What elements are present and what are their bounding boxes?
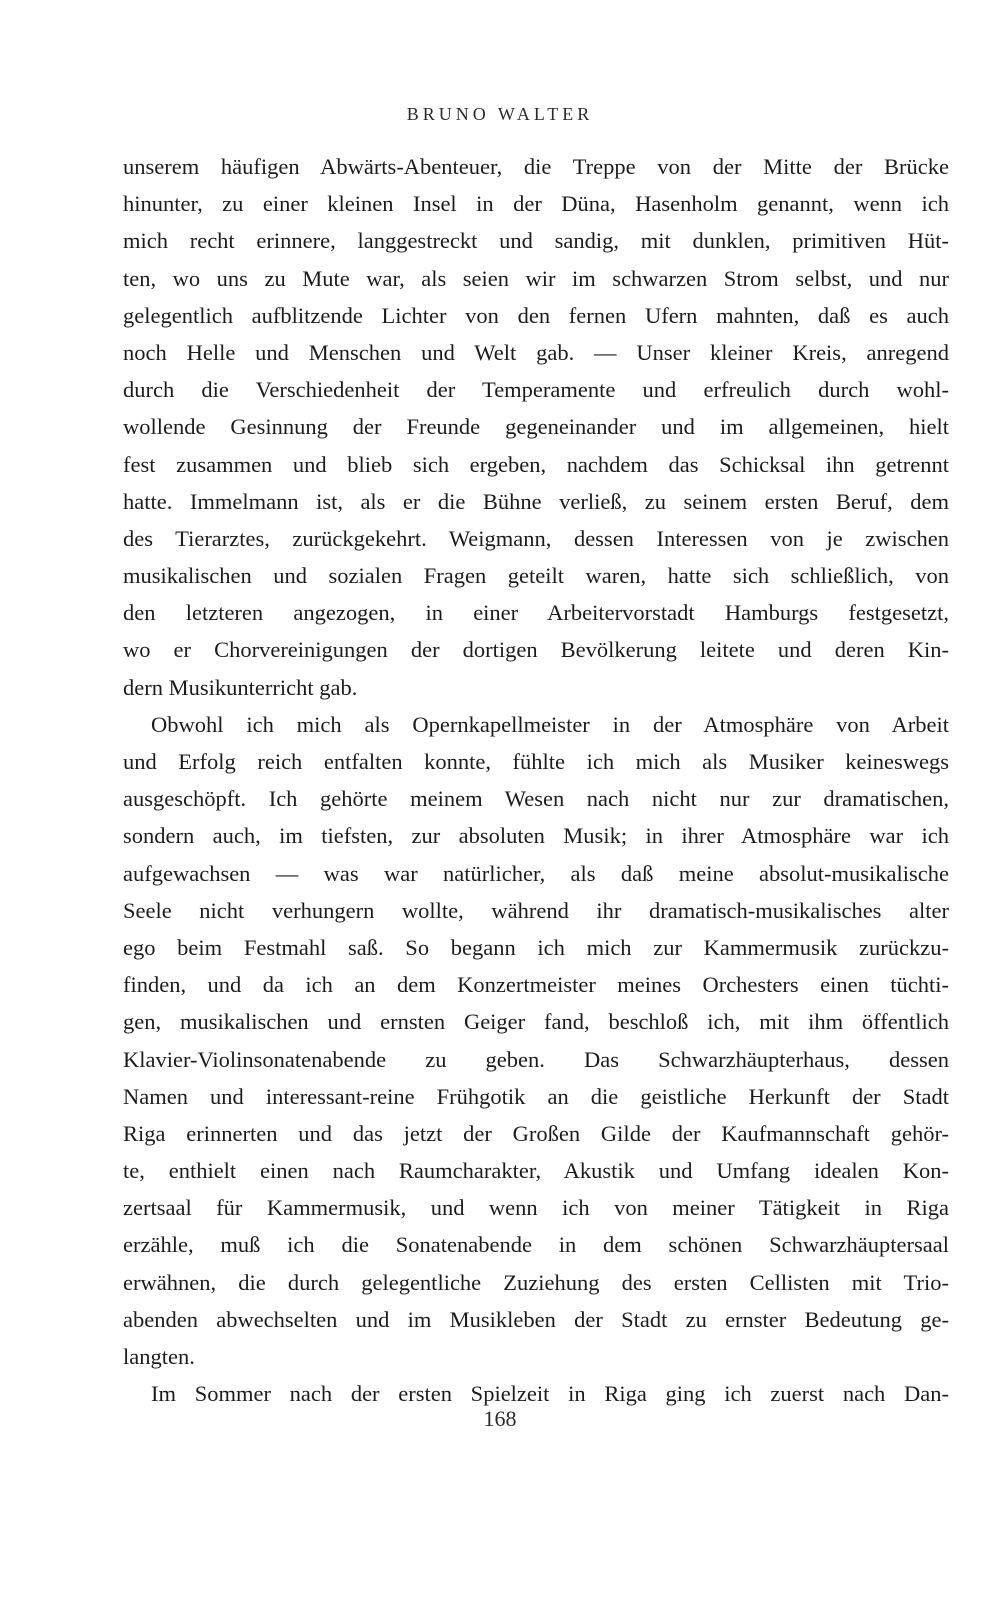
text-line: durch die Verschiedenheit der Temperamente und erfreulich durch wohl- — [123, 377, 949, 403]
text-line: hinunter, zu einer kleinen Insel in der Düna, Hasenholm genannt, wenn ich — [123, 191, 949, 217]
text-line: ausgeschöpft. Ich gehörte meinem Wesen nach nicht nur zur dramatischen, — [123, 786, 949, 812]
text-line: hatte. Immelmann ist, als er die Bühne verließ, zu seinem ersten Beruf, dem — [123, 488, 949, 514]
text-line: noch Helle und Menschen und Welt gab. — Unser kleiner Kreis, anregend — [123, 339, 949, 365]
paragraph-start-line: Obwohl ich mich als Opernkapellmeister in der Atmosphäre von Arbeit — [151, 711, 949, 737]
page-number: 168 — [483, 1406, 517, 1431]
text-line: te, enthielt einen nach Raumcharakter, Akustik und Umfang idealen Kon- — [123, 1158, 949, 1184]
text-line: den letzteren angezogen, in einer Arbeitervorstadt Hamburgs festgesetzt, — [123, 600, 949, 626]
text-line: langten. — [123, 1344, 195, 1369]
text-line: und Erfolg reich entfalten konnte, fühlte ich mich als Musiker keineswegs — [123, 749, 949, 774]
text-line: musikalischen und sozialen Fragen geteilt waren, hatte sich schließlich, von — [123, 563, 949, 589]
paragraph-start-line: Im Sommer nach der ersten Spielzeit in Riga ging ich zuerst nach Dan- — [151, 1381, 949, 1407]
text-line: dern Musikunterricht gab. — [123, 674, 358, 700]
text-line: aufgewachsen — was war natürlicher, als daß meine absolut-musikalische — [123, 860, 949, 886]
body-text — [123, 148, 949, 1412]
text-line: ten, wo uns zu Mute war, als seien wir im schwarzen Strom selbst, und nur — [123, 265, 949, 291]
text-line: erwähnen, die durch gelegentliche Zuziehung des ersten Cellisten mit Trio- — [123, 1269, 949, 1295]
text-line: Riga erinnerten und das jetzt der Großen Gilde der Kaufmannschaft gehör- — [123, 1120, 949, 1146]
text-line: wo er Chorvereinigungen der dortigen Bevölkerung leitete und deren Kin- — [123, 637, 949, 663]
text-line: wollende Gesinnung der Freunde gegeneinander und im allgemeinen, hielt — [123, 414, 949, 440]
text-line: ego beim Festmahl saß. So begann ich mich zur Kammermusik zurückzu- — [123, 934, 949, 960]
text-line: mich recht erinnere, langgestreckt und sandig, mit dunklen, primitiven Hüt- — [123, 228, 949, 254]
text-line: gen, musikalischen und ernsten Geiger fand, beschloß ich, mit ihm öffentlich — [123, 1009, 949, 1035]
text-line: sondern auch, im tiefsten, zur absoluten Musik; in ihrer Atmosphäre war ich — [123, 823, 949, 849]
text-line: fest zusammen und blieb sich ergeben, nachdem das Schicksal ihn getrennt — [123, 451, 949, 477]
text-line: zertsaal für Kammermusik, und wenn ich von meiner Tätigkeit in Riga — [123, 1195, 949, 1221]
text-line: Namen und interessant-reine Frühgotik an die geistliche Herkunft der Stadt — [123, 1083, 949, 1109]
text-line: abenden abwechselten und im Musikleben der Stadt zu ernster Bedeutung ge- — [123, 1306, 949, 1332]
text-line: finden, und da ich an dem Konzertmeister meines Orchesters einen tüchti- — [123, 972, 949, 998]
text-line: erzähle, muß ich die Sonatenabende in dem schönen Schwarzhäuptersaal — [123, 1232, 949, 1258]
running-head: BRUNO WALTER — [406, 104, 594, 124]
text-line: gelegentlich aufblitzende Lichter von den fernen Ufern mahnten, daß es auch — [123, 302, 949, 328]
text-line: Seele nicht verhungern wollte, während ihr dramatisch-musikalisches alter — [123, 897, 949, 923]
text-line: des Tierarztes, zurückgekehrt. Weigmann, dessen Interessen von je zwischen — [123, 525, 949, 551]
text-line: unserem häufigen Abwärts-Abenteuer, die Treppe von der Mitte der Brücke — [123, 154, 949, 179]
text-line: Klavier-Violinsonatenabende zu geben. Das Schwarzhäupterhaus, dessen — [123, 1046, 949, 1072]
